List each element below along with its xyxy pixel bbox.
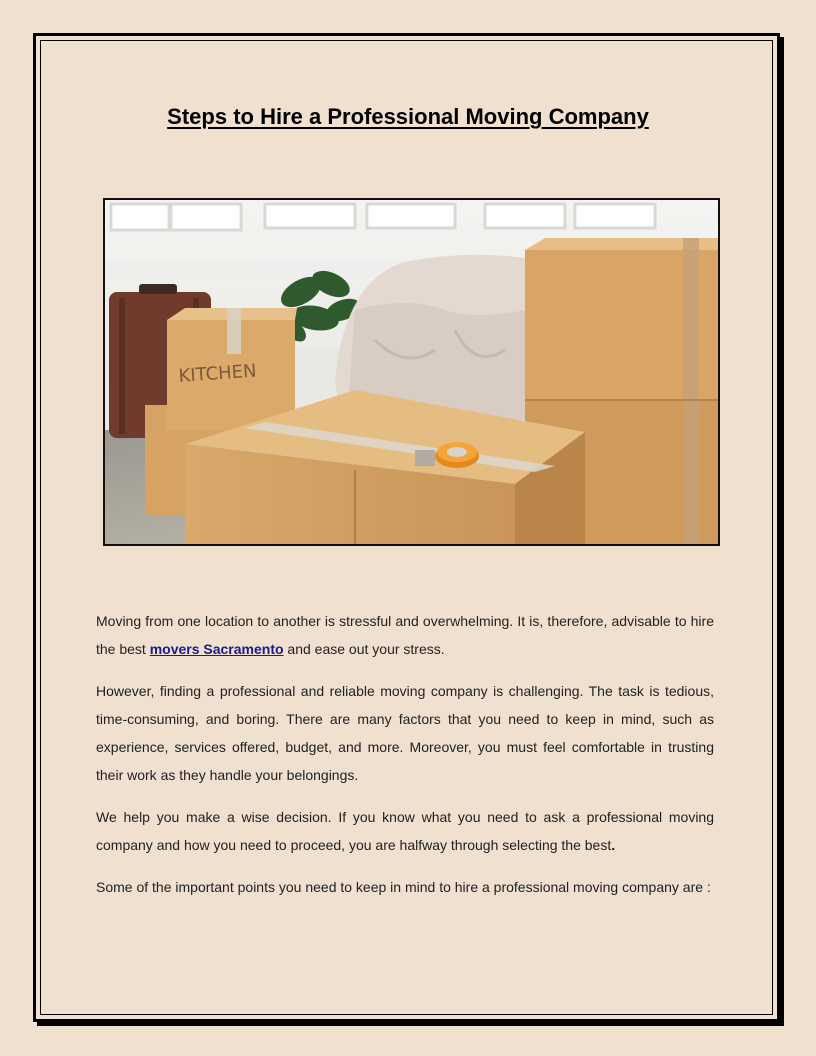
page-title: Steps to Hire a Professional Moving Company [167, 104, 649, 129]
paragraph-3 [96, 803, 714, 859]
box-label: KITCHEN [177, 360, 258, 387]
article-body [96, 607, 714, 915]
paragraph-1-text-end: and ease out your stress. [283, 641, 445, 657]
movers-sacramento-link[interactable]: movers Sacramento [149, 641, 284, 657]
moving-boxes-photo [103, 198, 720, 546]
paragraph-4: Some of the important points you need to keep in mind to hire a professional moving company are : [96, 879, 711, 895]
paragraph-3-period: . [611, 837, 616, 853]
paragraph-2: However, finding a professional and reliable moving company is challenging. The task is tedious, time-consuming, and boring. There are many factors that you need to keep in mind, such as experience, services offered, budget, and more. Moreover, you must feel comfortable in trusting their work as they handle your belongings. [96, 683, 714, 783]
paragraph-1 [96, 607, 714, 663]
paragraph-3-text: We help you make a wise decision. If you know what you need to ask a professional moving company and how you need to proceed, you are halfway through selecting the best [96, 809, 714, 853]
paragraph-1-text: Moving from one location to another is stressful and overwhelming. It is, therefore, advisable to hire the best [96, 613, 714, 657]
